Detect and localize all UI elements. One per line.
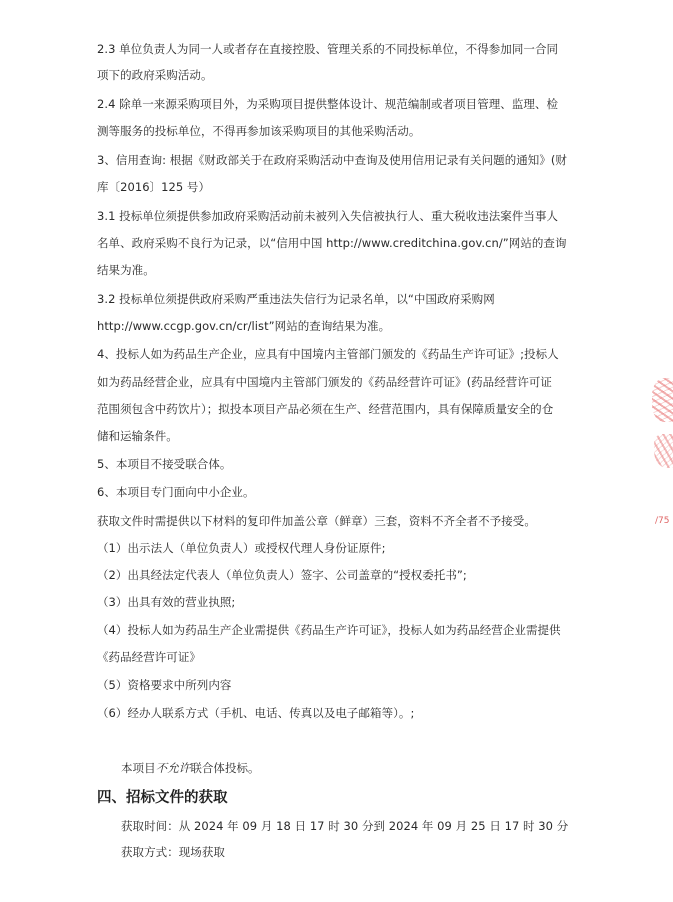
paragraph-line: 3、信用查询: 根据《财政部关于在政府采购活动中查询及使用信用记录有关问题的通知》(财 — [97, 153, 567, 167]
list-item: （2）出具经法定代表人（单位负责人）签字、公司盖章的“授权委托书”; — [97, 568, 467, 582]
note-emphasis: 不允许 — [155, 761, 191, 775]
paragraph-line: 储和运输条件。 — [97, 429, 178, 443]
acquire-method: 获取方式：现场获取 — [121, 845, 225, 859]
paragraph-line: http://www.ccgp.gov.cn/cr/list”网站的查询结果为准。 — [97, 319, 391, 333]
paragraph-line: 2.3 单位负责人为同一人或者存在直接控股、管理关系的不同投标单位，不得参加同一合同 — [97, 42, 559, 56]
paragraph-line: 获取文件时需提供以下材料的复印件加盖公章（鲜章）三套，资料不齐全者不予接受。 — [97, 514, 536, 528]
note-text: 联合体投标。 — [190, 761, 260, 775]
list-item: （1）出示法人（单位负责人）或授权代理人身份证原件; — [97, 541, 386, 555]
list-item: （5）资格要求中所列内容 — [97, 678, 232, 692]
paragraph-line: 库〔2016〕125 号） — [97, 180, 211, 194]
paragraph-line: 4、投标人如为药品生产企业，应具有中国境内主管部门颁发的《药品生产许可证》;投标人 — [97, 347, 559, 361]
seal-text: /75 — [655, 516, 670, 526]
acquire-time: 获取时间：从 2024 年 09 月 18 日 17 时 30 分到 2024 年 09 月 25 日 17 时 30 分 — [121, 819, 569, 833]
paragraph-line: 名单、政府采购不良行为记录，以“信用中国 http://www.creditchina.gov.cn/”网站的查询 — [97, 236, 567, 250]
paragraph-line: 3.1 投标单位须提供参加政府采购活动前未被列入失信被执行人、重大税收违法案件当事人 — [97, 209, 559, 223]
note-text: 本项目 — [121, 761, 156, 775]
red-seal-fragment — [655, 508, 673, 524]
paragraph-line: 范围须包含中药饮片）；拟投本项目产品必须在生产、经营范围内，具有保障质量安全的仓 — [97, 402, 554, 416]
list-item: 《药品经营许可证》 — [97, 650, 201, 664]
paragraph-line: 5、本项目不接受联合体。 — [97, 457, 232, 471]
joint-bid-note — [121, 760, 260, 776]
paragraph-line: 如为药品经营企业，应具有中国境内主管部门颁发的《药品经营许可证》(药品经营许可证 — [97, 375, 552, 389]
list-item: （6）经办人联系方式（手机、电话、传真以及电子邮箱等）。; — [97, 706, 415, 720]
paragraph-line: 测等服务的投标单位，不得再参加该采购项目的其他采购活动。 — [97, 124, 421, 138]
red-seal-fragment — [652, 378, 673, 422]
paragraph-line: 结果为准。 — [97, 263, 155, 277]
section-heading: 四、招标文件的获取 — [97, 790, 228, 806]
list-item: （3）出具有效的营业执照; — [97, 595, 236, 609]
list-item: （4）投标人如为药品生产企业需提供《药品生产许可证》，投标人如为药品经营企业需提供 — [97, 623, 561, 637]
paragraph-line: 2.4 除单一来源采购项目外，为采购项目提供整体设计、规范编制或者项目管理、监理、检 — [97, 97, 559, 111]
paragraph-line: 3.2 投标单位须提供政府采购严重违法失信行为记录名单，以“中国政府采购网 — [97, 292, 495, 306]
paragraph-line: 项下的政府采购活动。 — [97, 68, 213, 82]
paragraph-line: 6、本项目专门面向中小企业。 — [97, 485, 255, 499]
red-seal-fragment — [654, 434, 673, 468]
